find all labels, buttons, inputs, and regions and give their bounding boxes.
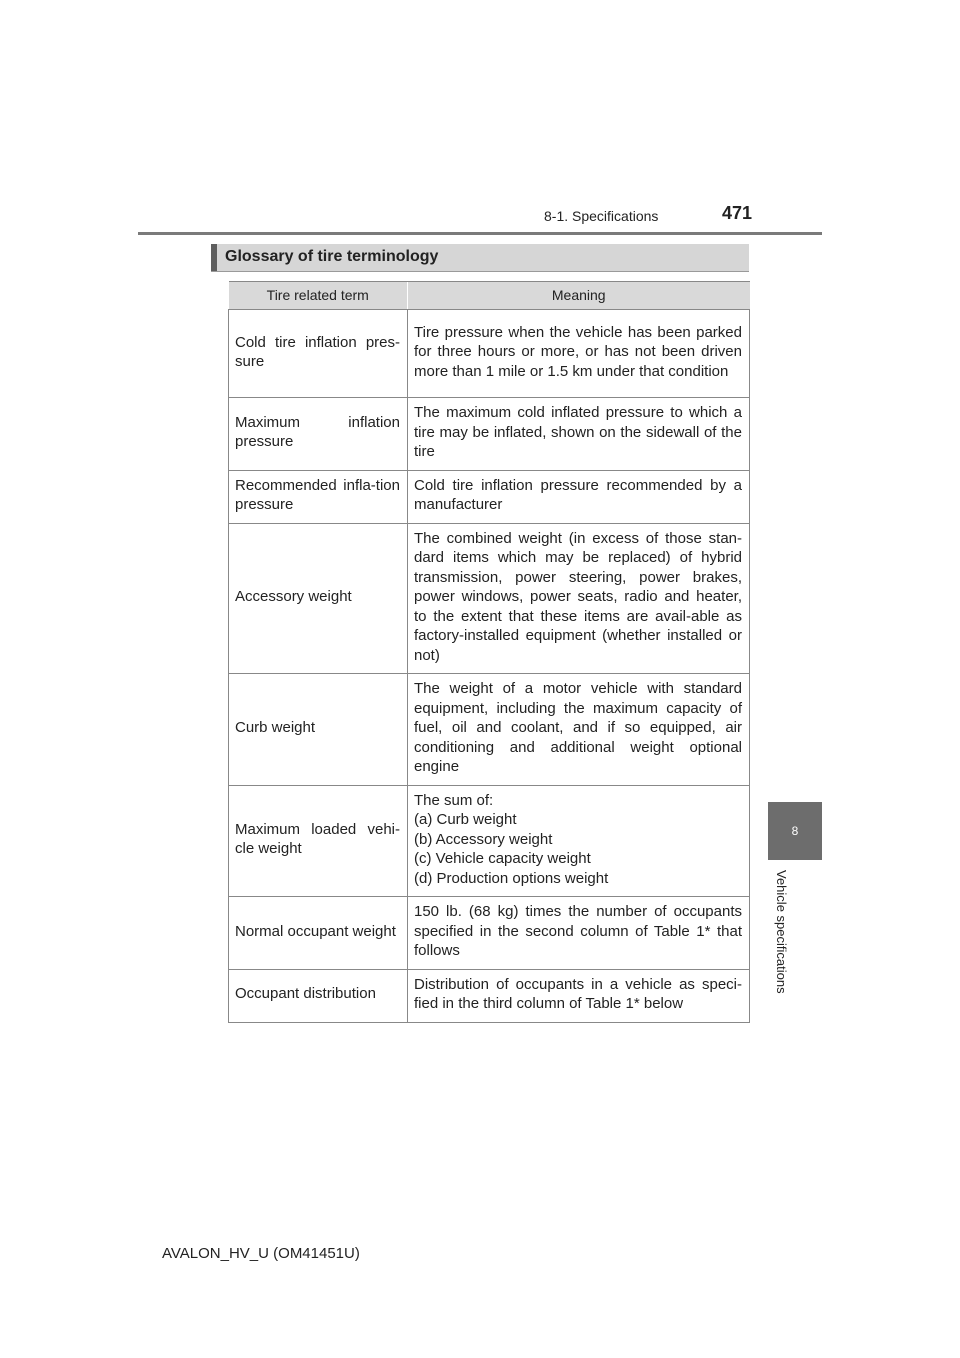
table-row	[229, 674, 750, 786]
page-number: 471	[722, 203, 753, 223]
term-cell: Cold tire inflation pres-sure	[229, 310, 408, 398]
meaning-cell: Cold tire inflation pressure recommended by a manufacturer	[408, 470, 750, 523]
table-header-row	[229, 282, 750, 310]
document-code-footer: AVALON_HV_U (OM41451U)	[162, 1245, 360, 1262]
section-heading-bar	[211, 244, 749, 272]
term-cell: Maximum inflation pressure	[229, 398, 408, 471]
column-header-meaning: Meaning	[408, 282, 750, 310]
meaning-cell: The combined weight (in excess of those stan-dard items which may be replaced) of hybrid transmission, power steering, power brakes, power windows, power seats, radio and heater, to the extent that these items are avail-able as factory-installed equipment (whether installed or not)	[408, 523, 750, 674]
meaning-cell: 150 lb. (68 kg) times the number of occupants specified in the second column of Table 1* that follows	[408, 897, 750, 970]
term-cell: Curb weight	[229, 674, 408, 786]
meaning-cell: The maximum cold inflated pressure to which a tire may be inflated, shown on the sidewall of the tire	[408, 398, 750, 471]
chapter-tab-number: 8	[768, 802, 822, 860]
meaning-cell: Distribution of occupants in a vehicle as speci-fied in the third column of Table 1* below	[408, 969, 750, 1022]
meaning-cell: The weight of a motor vehicle with standard equipment, including the maximum capacity of fuel, oil and coolant, and if so equipped, air conditioning and additional weight optional engine	[408, 674, 750, 786]
chapter-tab-title: Vehicle specifications	[774, 870, 789, 994]
table-row	[229, 523, 750, 674]
meaning-cell: Tire pressure when the vehicle has been parked for three hours or more, or has not been driven more than 1 mile or 1.5 km under that condition	[408, 310, 750, 398]
term-cell: Maximum loaded vehi-cle weight	[229, 785, 408, 897]
section-title: Glossary of tire terminology	[225, 248, 439, 265]
table-row	[229, 785, 750, 897]
term-cell: Recommended infla-tion pressure	[229, 470, 408, 523]
term-cell: Normal occupant weight	[229, 897, 408, 970]
running-header-section: 8-1. Specifications	[544, 208, 659, 224]
meaning-cell: The sum of: (a) Curb weight (b) Accessory weight (c) Vehicle capacity weight (d) Production options weight	[408, 785, 750, 897]
table-row	[229, 398, 750, 471]
header-divider	[138, 232, 822, 235]
table-row	[229, 470, 750, 523]
tire-glossary-table	[228, 281, 750, 1023]
table-row	[229, 310, 750, 398]
term-cell: Accessory weight	[229, 523, 408, 674]
column-header-term: Tire related term	[229, 282, 408, 310]
table-row	[229, 969, 750, 1022]
table-row	[229, 897, 750, 970]
term-cell: Occupant distribution	[229, 969, 408, 1022]
